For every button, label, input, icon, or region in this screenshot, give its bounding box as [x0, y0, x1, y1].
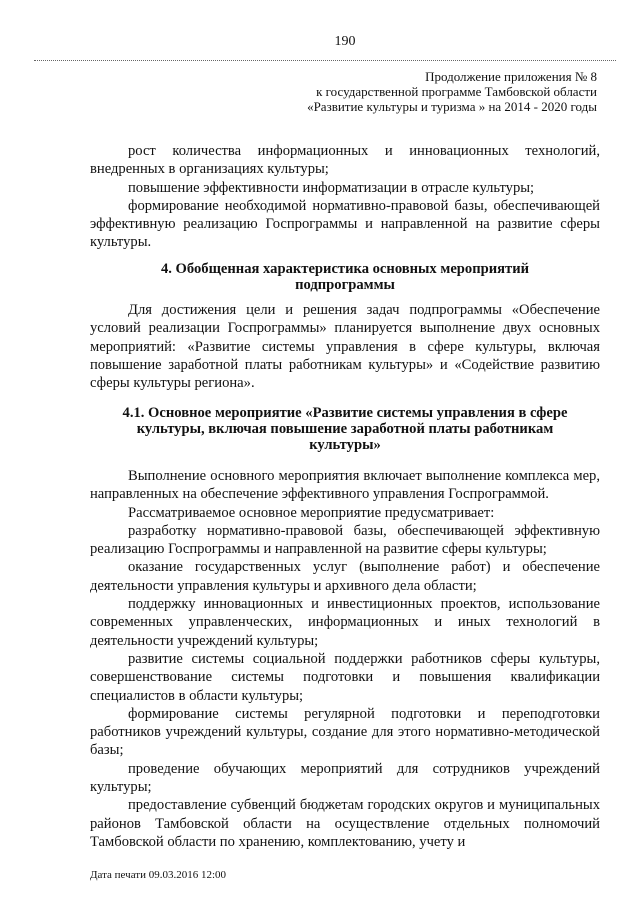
section-4-heading: 4. Обобщенная характеристика основных мероприятий подпрограммы	[160, 261, 530, 293]
section-4-1-paragraph-8: проведение обучающих мероприятий для сотрудников учреждений культуры;	[90, 760, 600, 796]
section-4-1-paragraph-1: Выполнение основного мероприятия включает выполнение комплекса мер, направленных на обеспечение эффективного управления Госпрограммой.	[90, 468, 600, 503]
section-4-1-paragraph-6: развитие системы социальной поддержки работников сферы культуры, совершенствование системы подготовки и повышения квалификации специалистов в области культуры;	[90, 650, 600, 704]
section-4-body	[90, 301, 600, 392]
appendix-note	[307, 69, 597, 114]
section-4-1-paragraph-4: оказание государственных услуг (выполнение работ) и обеспечение деятельности управления культуры и архивного дела области;	[90, 559, 600, 594]
intro-paragraph-2: повышение эффективности информатизации в отрасле культуры;	[128, 179, 535, 196]
section-4-1-body	[90, 467, 600, 851]
appendix-line-1: Продолжение приложения № 8	[425, 69, 597, 84]
intro-paragraph-3: формирование необходимой нормативно-правовой базы, обеспечивающей эффективную реализацию Госпрограммы и направленной на развитие сферы культуры.	[90, 197, 600, 251]
section-4-1-paragraph-2: Рассматриваемое основное мероприятие предусматривает:	[128, 504, 495, 521]
section-4-paragraph: Для достижения цели и решения задач подпрограммы «Обеспечение условий реализации Госпрограммы» планируется выполнение двух основных мероприятий: «Развитие системы управления в сфере культуры, включая повышение заработной платы работникам культуры» и «Содействие развитию сферы культуры региона».	[90, 302, 600, 392]
print-date: Дата печати 09.03.2016 12:00	[90, 869, 227, 881]
section-4-1-paragraph-7: формирование системы регулярной подготовки и переподготовки работников учреждений культуры, создание для этого нормативно-методической базы;	[90, 705, 600, 759]
appendix-line-2: к государственной программе Тамбовской области	[316, 84, 597, 99]
page-number: 190	[334, 34, 356, 49]
section-4-1-heading: 4.1. Основное мероприятие «Развитие системы управления в сфере культуры, включая повышение заработной платы работникам культуры»	[122, 405, 568, 453]
intro-block	[90, 142, 600, 252]
section-4-1-paragraph-5: поддержку инновационных и инвестиционных проектов, использование современных управленческих, информационных и иных технологий в деятельности учреждений культуры;	[90, 596, 600, 649]
appendix-line-3: «Развитие культуры и туризма » на 2014 - 2020 годы	[307, 99, 597, 114]
intro-paragraph-1: рост количества информационных и инновационных технологий, внедренных в организациях культуры;	[90, 143, 600, 178]
section-4-1-paragraph-3: разработку нормативно-правовой базы, обеспечивающей эффективную реализацию Госпрограммы и направленной на развитие сферы культуры;	[90, 522, 600, 558]
header-divider	[34, 60, 616, 61]
section-4-1-paragraph-9: предоставление субвенций бюджетам городских округов и муниципальных районов Тамбовской области на осуществление отдельных полномочий Тамбовской области по хранению, комплектованию, учету и	[90, 797, 600, 850]
